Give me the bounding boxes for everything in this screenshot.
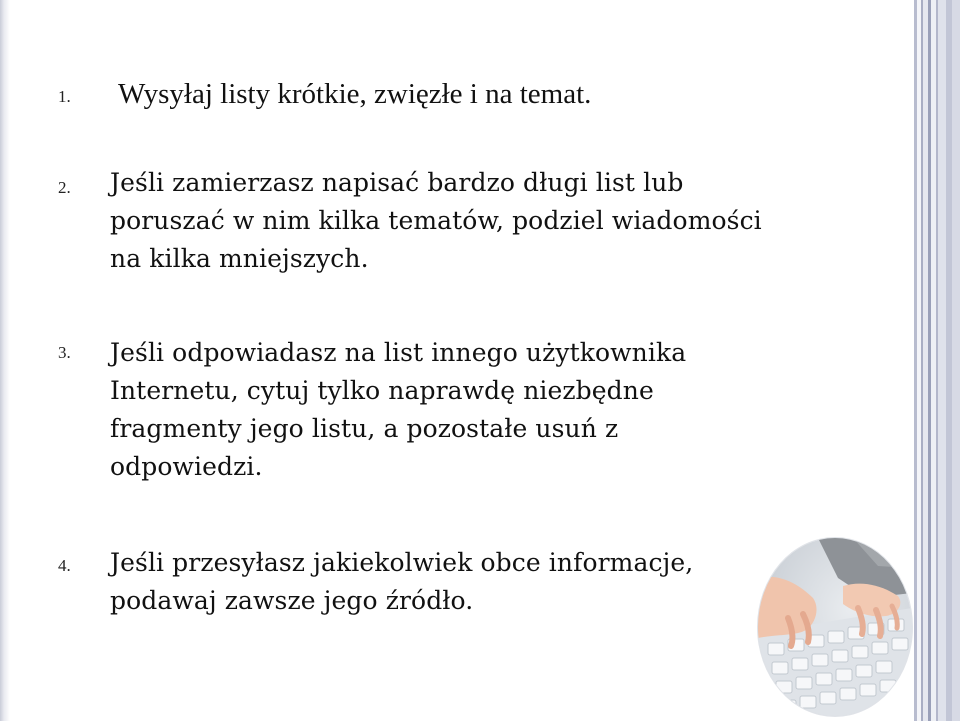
list-text-1: Wysyłaj listy krótkie, zwięzłe i na temat. xyxy=(118,78,592,110)
list-text-4: Jeśli przesyłasz jakiekolwiek obce informacje, podawaj zawsze jego źródło. xyxy=(110,548,694,615)
list-number-4: 4. xyxy=(58,556,71,575)
list-text-3: Jeśli odpowiadasz na list innego użytkownika Internetu, cytuj tylko naprawdę niezbędne fragmenty jego listu, a pozostałe usuń z odpowiedzi. xyxy=(110,338,687,481)
left-edge-decoration xyxy=(0,0,10,721)
list-text-2: Jeśli zamierzasz napisać bardzo długi list lub poruszać w nim kilka tematów, podziel wiadomości na kilka mniejszych. xyxy=(110,168,762,273)
keyboard-icon xyxy=(758,538,912,716)
list-number-2: 2. xyxy=(58,178,71,197)
keyboard-typing-hands-photo xyxy=(758,538,912,716)
list-number-3: 3. xyxy=(58,343,71,362)
right-stripe-decoration xyxy=(912,0,960,721)
list-number-1: 1. xyxy=(58,87,71,106)
